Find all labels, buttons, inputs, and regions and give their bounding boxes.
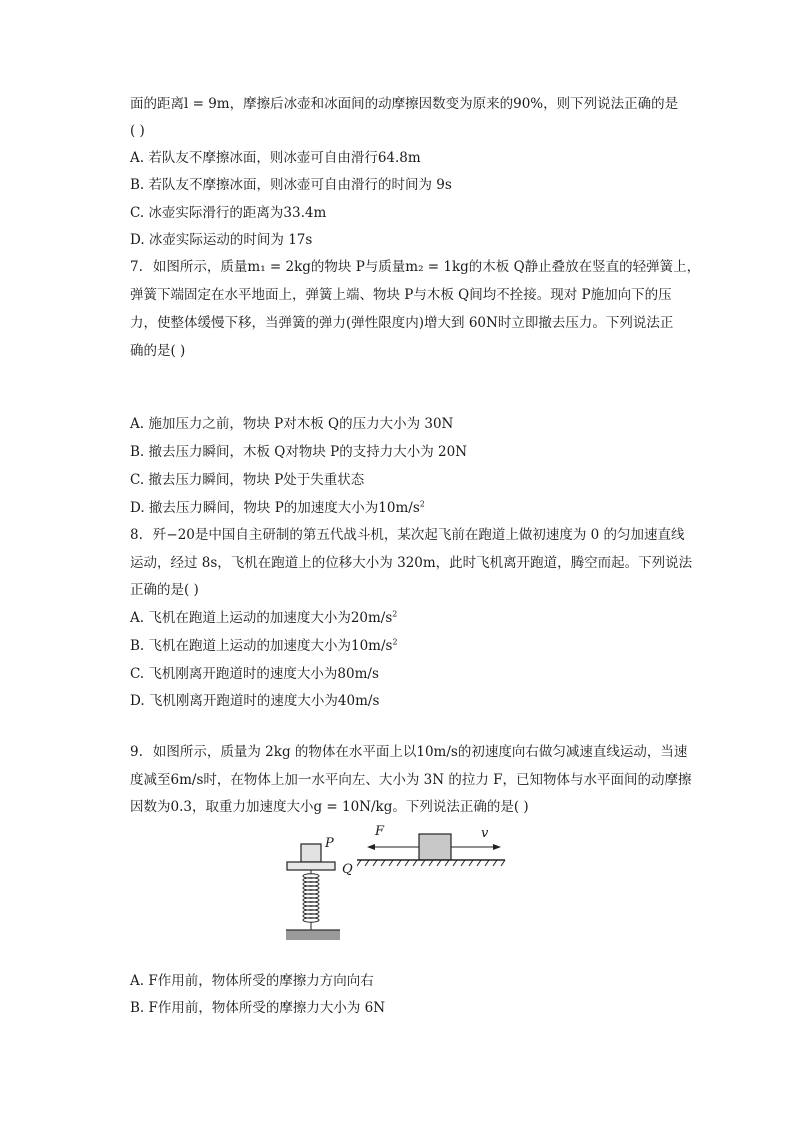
q7-stem-line2: 弹簧下端固定在水平地面上，弹簧上端、物块 P与木板 Q间均不拴接。现对 P施加向下的压 [130, 287, 672, 303]
spring-coils [303, 870, 319, 930]
q7-option-d [130, 498, 425, 518]
q9-option-a: A. F作用前，物体所受的摩擦力方向向右 [130, 973, 374, 989]
q8-option-b [130, 636, 398, 656]
q8-stem-line2: 运动，经过 8s，飞机在跑道上的位移大小为 320m，此时飞机离开跑道，腾空而起。下列说法 [130, 555, 693, 571]
q8-option-a [130, 608, 397, 628]
spring-block-figure [280, 838, 360, 944]
ground-base [286, 930, 340, 940]
block-force-figure [357, 822, 507, 872]
q8-option-c: C. 飞机刚离开跑道时的速度大小为80m/s [130, 666, 379, 682]
q8-number: 8. [130, 527, 143, 543]
q8-line1-text: 歼−20是中国自主研制的第五代战斗机，某次起飞前在跑道上做初速度为 0 的匀加速直线 [152, 527, 685, 543]
q8-option-a-sup: 2 [392, 609, 398, 619]
q9-line1-text: 如图所示，质量为 2kg 的物体在水平面上以10m/s的初速度向右做匀减速直线运动，当速 [152, 744, 688, 760]
label-q: Q [342, 862, 353, 877]
q8-option-d: D. 飞机刚离开跑道时的速度大小为40m/s [130, 693, 380, 709]
block-p [301, 844, 321, 862]
q7-line1-text: 如图所示，质量m₁ = 2kg的物块 P与质量m₂ = 1kg的木板 Q静止叠放在竖直的轻弹簧上， [152, 259, 701, 275]
q9-stem-line1 [130, 742, 687, 762]
q7-stem-line1 [130, 257, 700, 277]
q6-option-d: D. 冰壶实际运动的时间为 17s [130, 232, 313, 248]
q7-option-d-sup: 2 [419, 499, 425, 509]
q6-option-c: C. 冰壶实际滑行的距离为33.4m [130, 205, 327, 221]
q7-stem-line3: 力，使整体缓慢下移，当弹簧的弹力(弹性限度内)增大到 60N时立即撤去压力。下列说法正 [130, 315, 674, 331]
q9-stem-line2: 度减至6m/s时，在物体上加一水平向左、大小为 3N 的拉力 F，已知物体与水平面间的动摩擦 [130, 772, 692, 788]
q7-option-d-text: D. 撤去压力瞬间，物块 P的加速度大小为10m/s [130, 500, 420, 516]
label-p: P [325, 836, 334, 851]
label-f: F [375, 824, 385, 839]
q6-stem-line1: 面的距离l = 9m，摩擦后冰壶和冰面间的动摩擦因数变为原来的90%，则下列说法正确的是 [130, 96, 679, 112]
surface-hatching [357, 860, 505, 866]
q7-option-a: A. 施加压力之前，物块 P对木板 Q的压力大小为 30N [130, 416, 454, 432]
q7-stem-line4: 确的是( ) [130, 343, 186, 359]
block [419, 834, 451, 860]
spring-figure-drawing [280, 838, 360, 944]
q8-option-a-text: A. 飞机在跑道上运动的加速度大小为20m/s [130, 610, 393, 626]
label-v: v [481, 826, 489, 841]
board-q [287, 862, 335, 870]
q9-stem-line3: 因数为0.3，取重力加速度大小g = 10N/kg。下列说法正确的是( ) [130, 799, 529, 815]
q7-option-c: C. 撤去压力瞬间，物块 P处于失重状态 [130, 472, 365, 488]
q8-option-b-sup: 2 [392, 637, 398, 647]
q9-number: 9. [130, 744, 143, 760]
q6-option-b: B. 若队友不摩擦冰面，则冰壶可自由滑行的时间为 9s [130, 177, 452, 193]
q8-option-b-text: B. 飞机在跑道上运动的加速度大小为10m/s [130, 638, 393, 654]
q7-option-b: B. 撤去压力瞬间，木板 Q对物块 P的支持力大小为 20N [130, 444, 468, 460]
q8-stem-line1 [130, 525, 685, 545]
q9-option-b: B. F作用前，物体所受的摩擦力大小为 6N [130, 1000, 386, 1016]
q6-stem-line2: ( ) [130, 123, 145, 139]
q7-number: 7. [130, 259, 143, 275]
q6-option-a: A. 若队友不摩擦冰面，则冰壶可自由滑行64.8m [130, 150, 421, 166]
q8-stem-line3: 正确的是( ) [130, 582, 199, 598]
